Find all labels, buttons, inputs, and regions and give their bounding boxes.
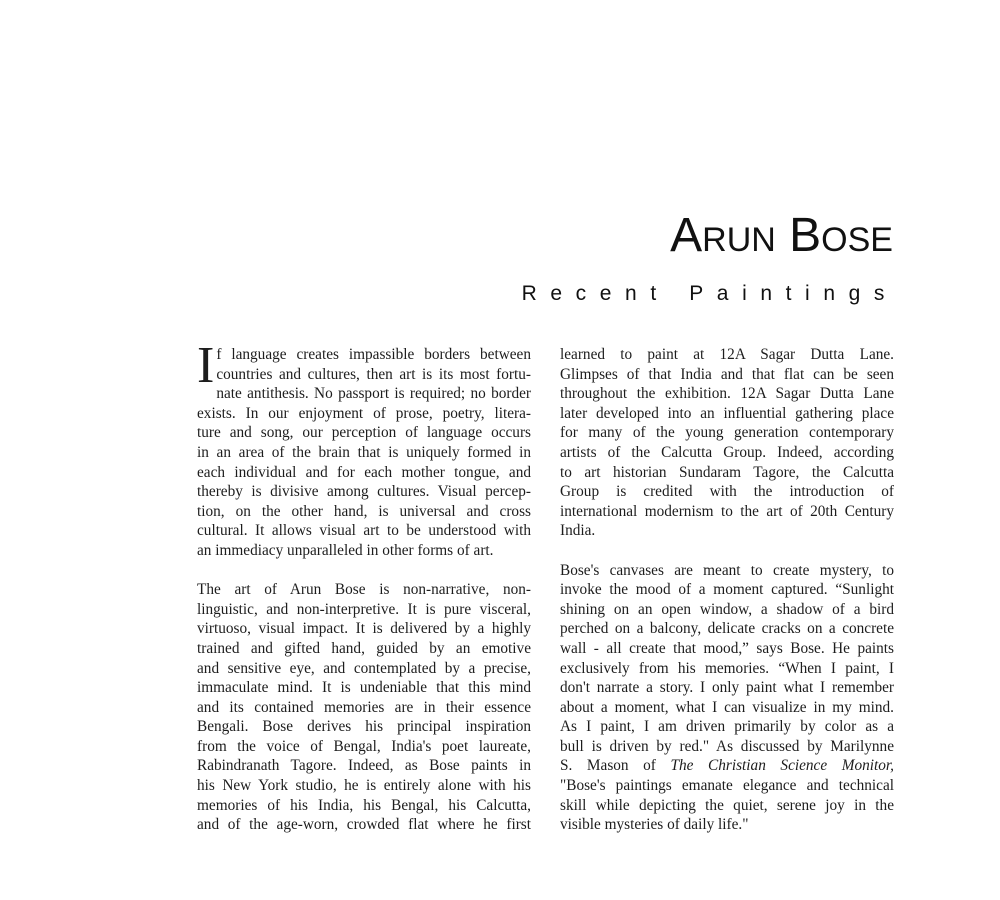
- text-line: f language creates impassible borders between: [216, 346, 531, 363]
- text-line: nate antithesis. No passport is required; no border: [216, 385, 531, 403]
- text-line: skill while depicting the quiet, serene joy in the: [560, 796, 894, 814]
- text-line: cultural. It allows visual art to be understood with: [197, 522, 531, 540]
- text-line: countries and cultures, then art is its most fortu-: [216, 365, 531, 383]
- text-line: perched on a balcony, delicate cracks on a concrete: [560, 620, 894, 638]
- text-line: invoke the mood of a moment captured. “Sunlight: [560, 581, 894, 599]
- drop-cap: I: [197, 337, 215, 394]
- text-line: for many of the young generation contemporary: [560, 424, 894, 442]
- text-line: artists of the Calcutta Group. Indeed, according: [560, 443, 894, 461]
- publication-title: The Christian Science Monitor,: [670, 757, 895, 775]
- text-line: immaculate mind. It is undeniable that this mind: [197, 679, 531, 697]
- text-line: shining on an open window, a shadow of a bird: [560, 600, 894, 618]
- text-line: As I paint, I am driven primarily by color as a: [560, 718, 894, 736]
- text-line: India.: [560, 522, 596, 540]
- text-line: Bose's canvases are meant to create mystery, to: [560, 561, 894, 579]
- text-line: Bengali. Bose derives his principal inspiration: [197, 718, 531, 736]
- text-line: from the voice of Bengal, India's poet laureate,: [197, 737, 531, 755]
- text-line: exclusively from his memories. “When I paint, I: [560, 659, 894, 677]
- text-line: exists. In our enjoyment of prose, poetry, litera-: [197, 404, 531, 422]
- text-line: Glimpses of that India and that flat can be seen: [560, 365, 894, 383]
- text-line: bull is driven by red." As discussed by Marilynne: [560, 737, 894, 755]
- text-line: virtuoso, visual impact. It is delivered by a highly: [197, 620, 531, 638]
- text-line: trained and gifted hand, guided by an emotive: [197, 639, 531, 657]
- text-line: visible mysteries of daily life.": [560, 816, 749, 834]
- text-line: The art of Arun Bose is non-narrative, non-: [197, 581, 531, 599]
- citation-author: S. Mason of: [560, 757, 671, 775]
- page-subtitle: Recent Paintings: [521, 282, 898, 305]
- text-line: linguistic, and non-interpretive. It is pure visceral,: [197, 600, 531, 618]
- text-line: "Bose's paintings emanate elegance and technical: [560, 777, 894, 795]
- page-title: Arun Bose: [670, 209, 893, 262]
- text-line: and sensitive eye, and contemplated by a precise,: [197, 659, 531, 677]
- text-line: and its contained memories are in their essence: [197, 698, 531, 716]
- text-line: and of the age-worn, crowded flat where he first: [197, 816, 531, 834]
- text-line: later developed into an influential gathering place: [560, 404, 894, 422]
- left-column: [197, 337, 531, 854]
- text-line: learned to paint at 12A Sagar Dutta Lane.: [560, 346, 894, 363]
- right-column: [560, 345, 894, 854]
- text-line: international modernism to the art of 20th Century: [560, 502, 894, 520]
- text-line: about a moment, what I can visualize in my mind.: [560, 698, 894, 716]
- body-paragraph: [560, 561, 894, 835]
- intro-paragraph: [197, 337, 531, 561]
- text-line: memories of his India, his Bengal, his Calcutta,: [197, 796, 531, 814]
- text-line: his New York studio, he is entirely alone with his: [197, 777, 531, 795]
- text-line: ture and song, our perception of language occurs: [197, 424, 531, 442]
- body-paragraph: [197, 580, 531, 835]
- text-line: each individual and for each mother tongue, and: [197, 463, 531, 481]
- text-line: tion, on the other hand, is universal and cross: [197, 502, 531, 520]
- text-line: don't narrate a story. I only paint what I remember: [560, 679, 894, 697]
- text-line: an immediacy unparalleled in other forms of art.: [197, 541, 494, 559]
- text-line: thereby is divisive among cultures. Visual percep-: [197, 483, 531, 501]
- text-line: throughout the exhibition. 12A Sagar Dutta Lane: [560, 385, 894, 403]
- text-line: to art historian Sundaram Tagore, the Calcutta: [560, 463, 894, 481]
- text-line: wall - all create that mood,” says Bose. He paints: [560, 639, 894, 657]
- body-paragraph: [560, 345, 894, 541]
- text-line: in an area of the brain that is uniquely formed in: [197, 443, 531, 461]
- text-line: Rabindranath Tagore. Indeed, as Bose paints in: [197, 757, 531, 775]
- citation-line: [560, 756, 894, 776]
- text-line: Group is credited with the introduction of: [560, 483, 894, 501]
